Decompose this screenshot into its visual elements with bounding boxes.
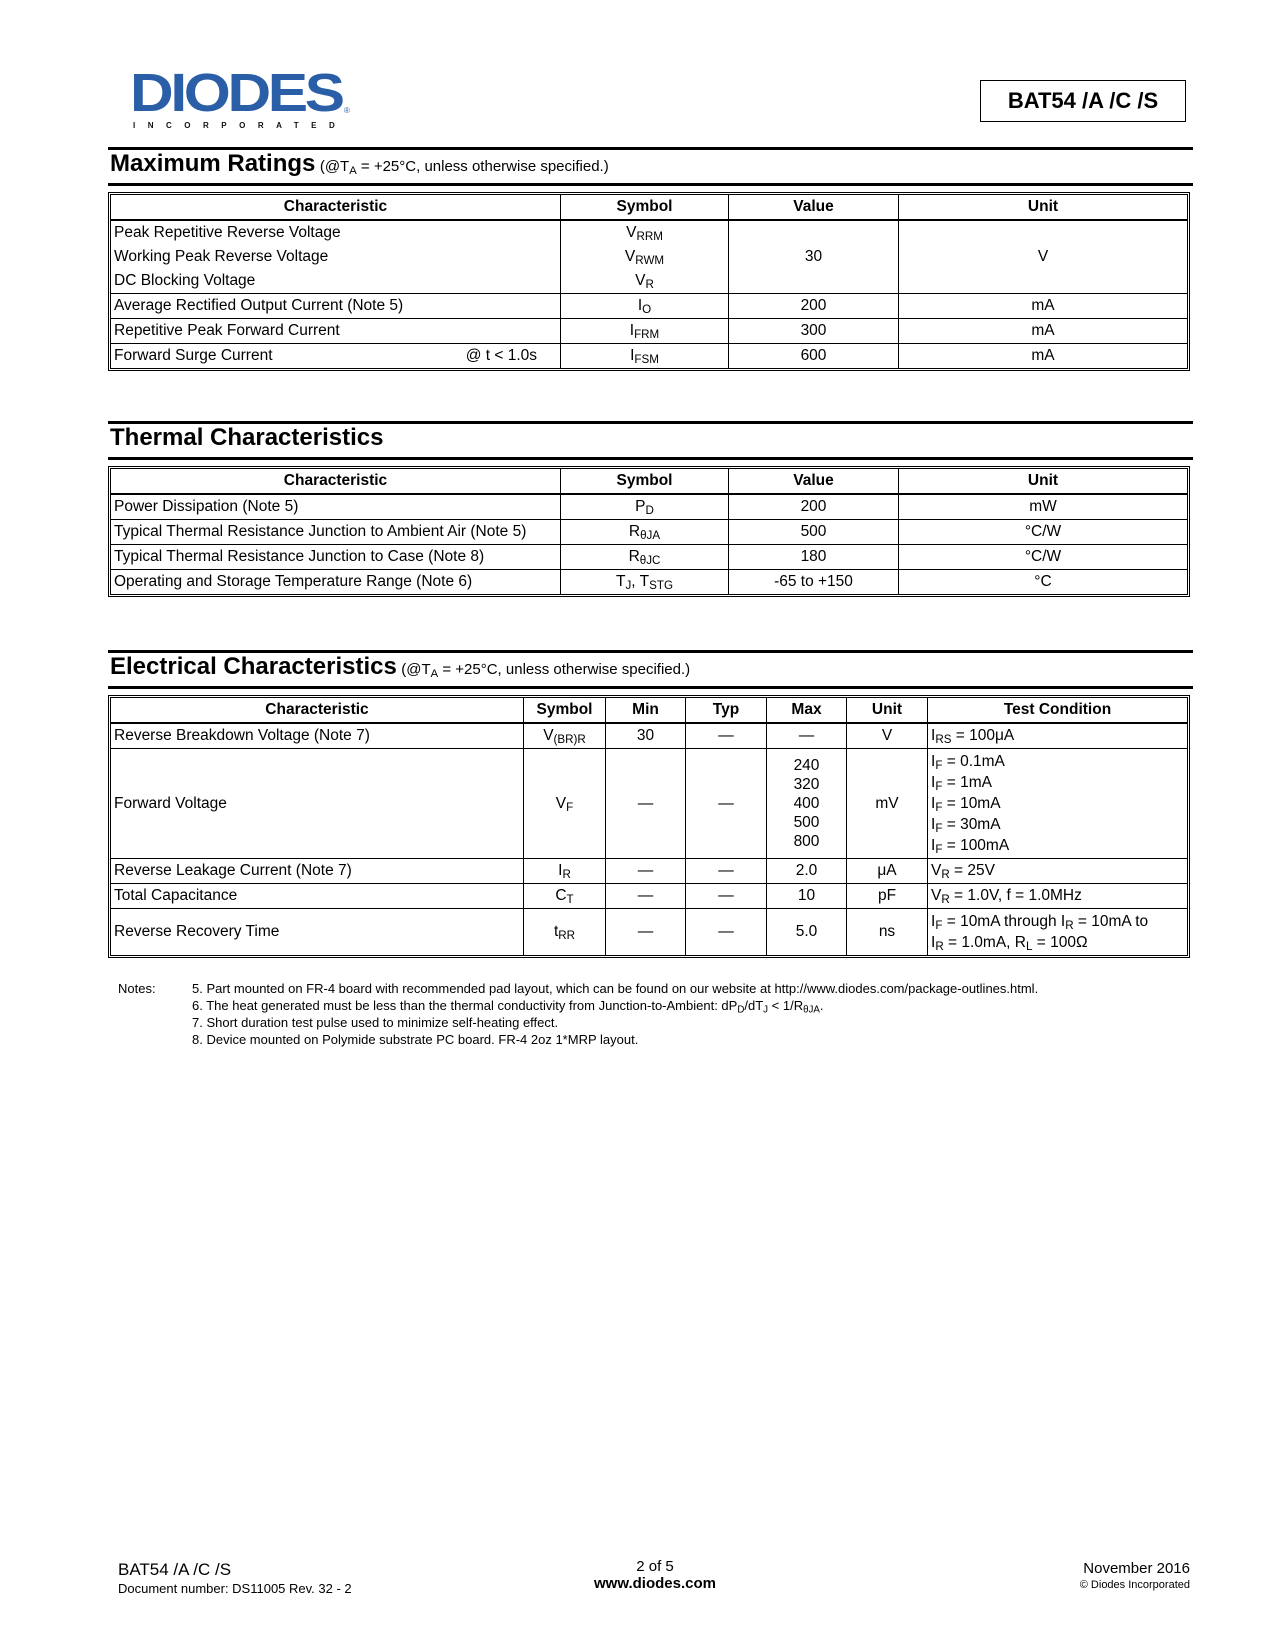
note-5: 5. Part mounted on FR-4 board with recommended pad layout, which can be found on our website at http://www.diodes.com/package-outlines.html. xyxy=(192,981,1039,996)
value-cell: 600 xyxy=(729,344,899,368)
value-cell: 30 xyxy=(729,221,899,294)
symbol-cell: $t_{RR}$ xyxy=(524,909,606,955)
table-header-row xyxy=(111,469,1187,495)
value-cell: 200 xyxy=(729,495,899,520)
unit-cell: ns xyxy=(847,909,928,955)
symbol-cell: $V_F$ xyxy=(524,749,606,859)
section-condition: ($@T_A = +25^\circ C$, unless otherwise specified.) xyxy=(401,661,691,680)
table-row xyxy=(111,344,1187,368)
table-row xyxy=(111,909,1187,955)
header-typ: Typ xyxy=(686,698,767,724)
header-unit: Unit xyxy=(847,698,928,724)
section-condition: ($@T_A = +25^\circ C$, unless otherwise specified.) xyxy=(319,158,609,177)
notes-list xyxy=(192,980,1192,1048)
header-test-condition: Test Condition xyxy=(928,698,1187,724)
unit-cell: °C/W xyxy=(899,545,1187,570)
typ-cell: — xyxy=(686,909,767,955)
test-condition-cell: $V_R = 1.0V$, f = 1.0MHz xyxy=(928,884,1187,909)
table-row xyxy=(111,884,1187,909)
unit-cell: mA xyxy=(899,319,1187,344)
footer-part-number: BAT54 /A /C /S xyxy=(118,1560,232,1579)
section-max-ratings xyxy=(108,147,1193,186)
section-title: Thermal Characteristics xyxy=(110,424,384,451)
unit-cell: mV xyxy=(847,749,928,859)
logo-subtext: INCORPORATED xyxy=(133,121,348,130)
header-characteristic: Characteristic xyxy=(111,469,561,495)
footer-right xyxy=(940,1560,1190,1591)
table-row xyxy=(111,570,1187,594)
max-ratings-table xyxy=(108,192,1190,371)
table-row xyxy=(111,495,1187,520)
electrical-table xyxy=(108,695,1190,958)
table-row xyxy=(111,221,1187,294)
unit-cell: mW xyxy=(899,495,1187,520)
header-max: Max xyxy=(767,698,847,724)
header-symbol: Symbol xyxy=(524,698,606,724)
symbol-cell: $V_{(BR)R}$ xyxy=(524,724,606,749)
max-cell: 10 xyxy=(767,884,847,909)
characteristic-cell: Peak Repetitive Reverse Voltage Working Peak Reverse Voltage DC Blocking Voltage xyxy=(111,221,561,294)
test-condition-cell: $V_R = 25V$ xyxy=(928,859,1187,884)
characteristic-cell: Reverse Breakdown Voltage (Note 7) xyxy=(111,724,524,749)
symbol-cell: $I_R$ xyxy=(524,859,606,884)
value-cell: 180 xyxy=(729,545,899,570)
value-cell: 200 xyxy=(729,294,899,319)
section-title: Maximum Ratings xyxy=(110,150,316,177)
characteristic-cell: Reverse Leakage Current (Note 7) xyxy=(111,859,524,884)
symbol-cell: $V_{RRM}$ $V_{RWM}$ $V_R$ xyxy=(561,221,729,294)
unit-cell: V xyxy=(899,221,1187,294)
value-cell: 300 xyxy=(729,319,899,344)
characteristic-cell: Forward Surge Current @ t < 1.0s xyxy=(111,344,561,368)
table-header-row xyxy=(111,698,1187,724)
logo-text: DIODES xyxy=(130,63,342,123)
header-value: Value xyxy=(729,195,899,221)
table-row xyxy=(111,319,1187,344)
characteristic-cell: Total Capacitance xyxy=(111,884,524,909)
min-cell: — xyxy=(606,909,686,955)
section-thermal xyxy=(108,421,1193,460)
min-cell: — xyxy=(606,749,686,859)
table-header-row xyxy=(111,195,1187,221)
footer-copyright: © Diodes Incorporated xyxy=(1079,1579,1190,1591)
section-title: Electrical Characteristics xyxy=(110,653,397,680)
note-8: 8. Device mounted on Polymide substrate PC board. FR-4 2oz 1*MRP layout. xyxy=(192,1032,639,1047)
footer-document-number: Document number: DS11005 Rev. 32 - 2 xyxy=(118,1581,352,1596)
footer-website-link[interactable]: www.diodes.com xyxy=(594,1575,716,1592)
typ-cell: — xyxy=(686,884,767,909)
table-row xyxy=(111,545,1187,570)
min-cell: — xyxy=(606,859,686,884)
note-6: 6. The heat generated must be less than the thermal conductivity from Junction-to-Ambient: $dP_D/dT_J < 1/R_{\theta JA}$. xyxy=(192,998,824,1016)
min-cell: — xyxy=(606,884,686,909)
typ-cell: — xyxy=(686,859,767,884)
unit-cell: °C/W xyxy=(899,520,1187,545)
table-row xyxy=(111,520,1187,545)
header-characteristic: Characteristic xyxy=(111,195,561,221)
max-cell: — xyxy=(767,724,847,749)
condition-note: @ t < 1.0s xyxy=(465,347,537,364)
test-condition-cell: $I_F = 0.1mA$ $I_F = 1mA$ $I_F = 10mA$ $I_F = 30mA$ $I_F = 100mA$ xyxy=(928,749,1187,859)
table-row xyxy=(111,859,1187,884)
header-symbol: Symbol xyxy=(561,195,729,221)
unit-cell: mA xyxy=(1031,347,1055,364)
characteristic-cell: Operating and Storage Temperature Range (Note 6) xyxy=(111,570,561,594)
note-7: 7. Short duration test pulse used to minimize self-heating effect. xyxy=(192,1015,559,1030)
part-number-box: BAT54 /A /C /S xyxy=(980,80,1186,122)
typ-cell: — xyxy=(686,749,767,859)
symbol-cell: $I_{FSM}$ xyxy=(561,344,729,368)
symbol-cell: $R_{\theta JA}$ xyxy=(561,520,729,545)
header-min: Min xyxy=(606,698,686,724)
symbol-cell: $I_O$ xyxy=(561,294,729,319)
footer-page-number: 2 of 5 xyxy=(636,1558,674,1575)
characteristic-cell: Typical Thermal Resistance Junction to Ambient Air (Note 5) xyxy=(111,520,561,545)
characteristic-cell: Forward Voltage xyxy=(111,749,524,859)
value-cell: -65 to +150 xyxy=(729,570,899,594)
characteristic-cell: Average Rectified Output Current (Note 5) xyxy=(111,294,561,319)
table-row xyxy=(111,749,1187,859)
symbol-cell: $T_J$, $T_{STG}$ xyxy=(561,570,729,594)
table-row xyxy=(111,724,1187,749)
table-row xyxy=(111,294,1187,319)
thermal-table xyxy=(108,466,1190,597)
section-electrical xyxy=(108,650,1193,689)
typ-cell: — xyxy=(686,724,767,749)
min-cell: 30 xyxy=(606,724,686,749)
header-unit: Unit xyxy=(899,469,1187,495)
footer-left xyxy=(118,1560,352,1596)
value-cell: 500 xyxy=(729,520,899,545)
footer-center xyxy=(540,1558,770,1592)
test-condition-cell: $I_{RS} = 100\mu A$ xyxy=(928,724,1187,749)
header-symbol: Symbol xyxy=(561,469,729,495)
unit-cell: mA xyxy=(899,294,1187,319)
max-cell: 2.0 xyxy=(767,859,847,884)
max-cell: 240 320 400 500 800 xyxy=(767,749,847,859)
header-unit: Unit xyxy=(899,195,1187,221)
max-cell: 5.0 xyxy=(767,909,847,955)
characteristic-cell: Repetitive Peak Forward Current xyxy=(111,319,561,344)
symbol-cell: $R_{\theta JC}$ xyxy=(561,545,729,570)
footer-date: November 2016 xyxy=(1083,1560,1190,1577)
unit-cell: pF xyxy=(847,884,928,909)
header-characteristic: Characteristic xyxy=(111,698,524,724)
registered-mark: ® xyxy=(344,106,350,115)
test-condition-cell: $I_F = 10mA$ through $I_R = 10mA$ to $I_R = 1.0mA$, $R_L = 100\Omega$ xyxy=(931,913,1149,953)
symbol-cell: $I_{FRM}$ xyxy=(561,319,729,344)
symbol-cell: $C_T$ xyxy=(524,884,606,909)
company-logo xyxy=(130,63,355,130)
header-value: Value xyxy=(729,469,899,495)
symbol-cell: $P_D$ xyxy=(561,495,729,520)
characteristic-cell: Typical Thermal Resistance Junction to Case (Note 8) xyxy=(111,545,561,570)
unit-cell: °C xyxy=(1034,573,1052,590)
notes-label: Notes: xyxy=(118,981,156,996)
characteristic-cell: Reverse Recovery Time xyxy=(111,909,524,955)
characteristic-cell: Power Dissipation (Note 5) xyxy=(111,495,561,520)
unit-cell: μA xyxy=(847,859,928,884)
unit-cell: V xyxy=(847,724,928,749)
